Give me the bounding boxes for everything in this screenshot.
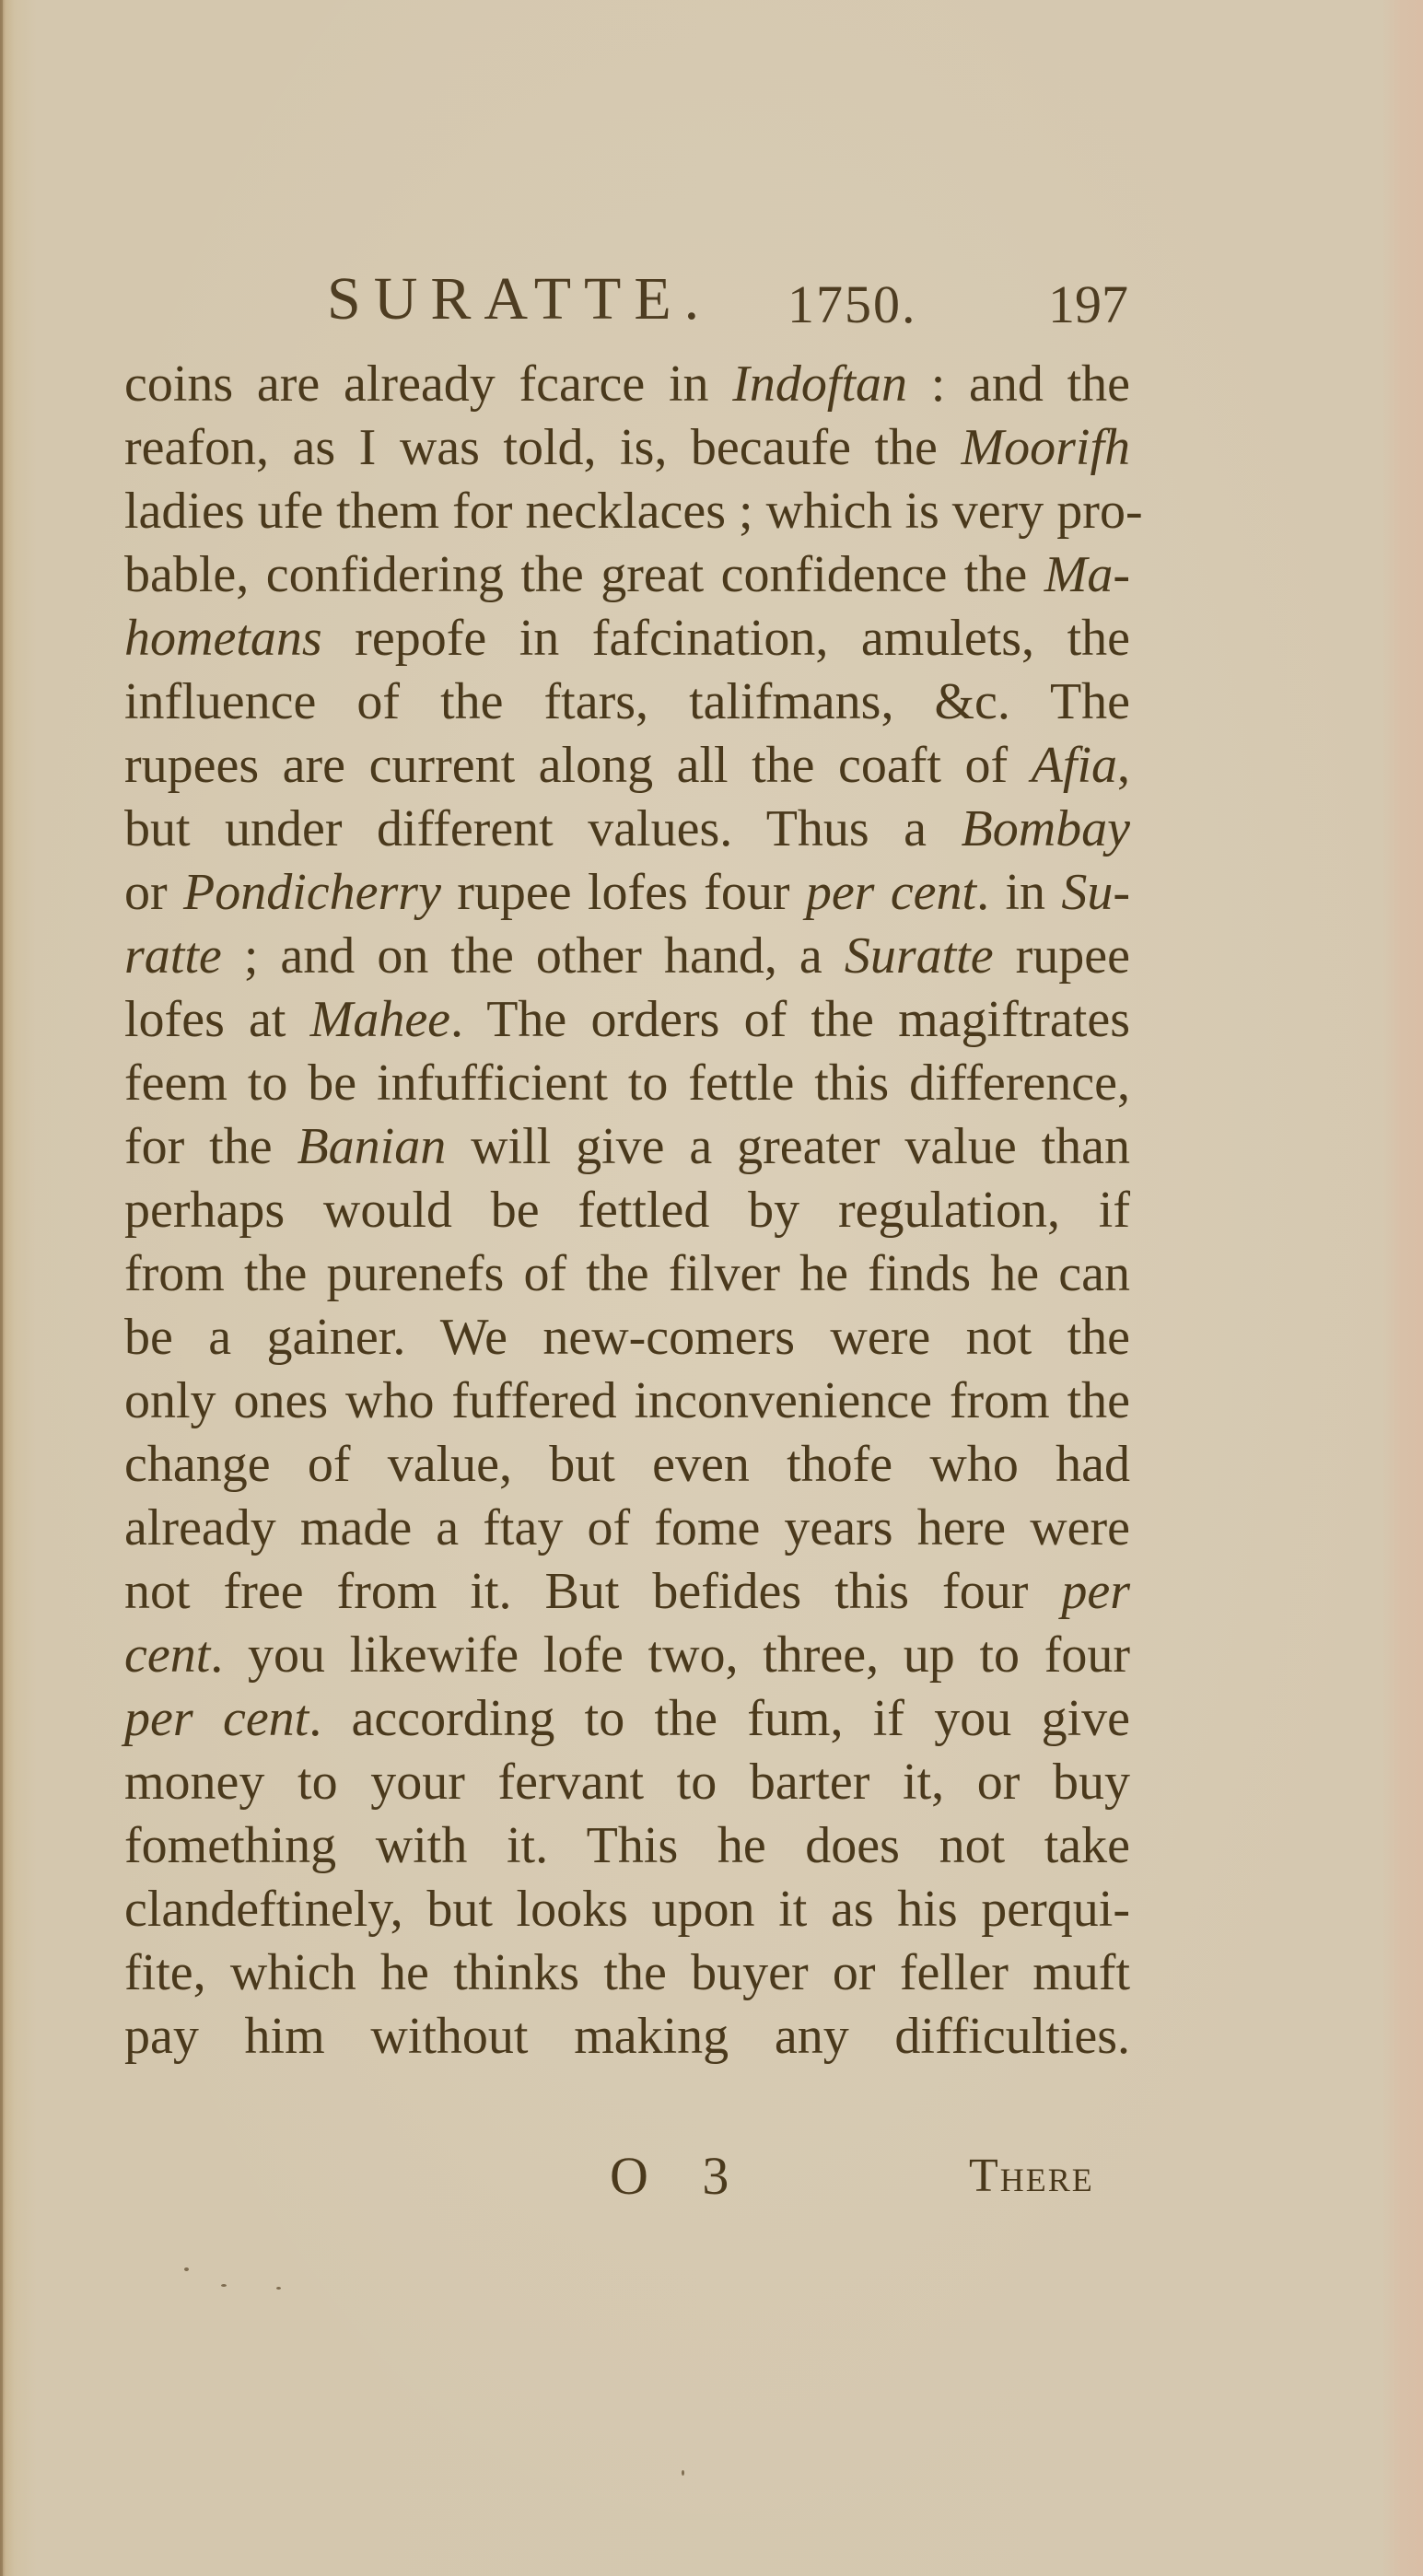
text-line bbox=[124, 607, 1130, 670]
text-line bbox=[124, 1306, 1130, 1370]
ink-speck bbox=[221, 2284, 227, 2287]
italic-text: Su- bbox=[1061, 864, 1130, 921]
text-line bbox=[124, 1941, 1130, 2005]
text-run: ladies ufe them for necklaces ; which is very pro- bbox=[124, 483, 1143, 540]
text-line bbox=[124, 670, 1130, 734]
text-run: . you likewife lofe two, three, up to four bbox=[210, 1626, 1130, 1684]
text-line bbox=[124, 1497, 1130, 1560]
ink-speck bbox=[682, 2470, 684, 2476]
text-line bbox=[124, 1751, 1130, 1814]
text-run: lofes at bbox=[124, 991, 310, 1048]
italic-text: Ma- bbox=[1044, 546, 1130, 603]
text-line bbox=[124, 1179, 1130, 1242]
text-run: only ones who fuffered inconvenience from the bbox=[124, 1372, 1130, 1429]
italic-text: hometans bbox=[124, 610, 322, 667]
text-run: rupee bbox=[993, 927, 1130, 985]
text-line bbox=[124, 1052, 1130, 1115]
italic-text: per cent bbox=[124, 1690, 309, 1747]
italic-text: Suratte bbox=[844, 927, 994, 985]
text-run: pay him without making any difficulties. bbox=[124, 2008, 1130, 2065]
italic-text: cent bbox=[124, 1626, 211, 1684]
text-line bbox=[124, 416, 1130, 480]
text-line bbox=[124, 798, 1130, 861]
text-run: but under different values. Thus a bbox=[124, 800, 962, 857]
text-line bbox=[124, 543, 1130, 607]
italic-text: ratte bbox=[124, 927, 222, 985]
text-run: , bbox=[1117, 737, 1130, 794]
italic-text: Indoftan bbox=[732, 356, 907, 413]
text-line bbox=[124, 2005, 1130, 2069]
page-number: 197 bbox=[1048, 274, 1128, 334]
text-line bbox=[124, 1115, 1130, 1179]
text-run: repofe in fafcination, amulets, the bbox=[321, 610, 1130, 667]
text-run: ; and on the other hand, a bbox=[221, 927, 845, 985]
running-head-year: 1750. bbox=[787, 274, 917, 334]
text-line bbox=[124, 734, 1130, 798]
text-run: coins are already fcarce in bbox=[124, 356, 733, 413]
catchword: There bbox=[969, 2150, 1094, 2202]
text-line bbox=[124, 861, 1130, 925]
text-run: will give a greater value than bbox=[446, 1118, 1130, 1175]
text-run: fomething with it. This he does not take bbox=[124, 1817, 1130, 1874]
text-line bbox=[124, 1370, 1130, 1433]
text-run: rupee lofes four bbox=[440, 864, 806, 921]
italic-text: Moorifh bbox=[961, 419, 1130, 476]
ink-speck bbox=[276, 2287, 281, 2290]
text-run: from the purenefs of the filver he finds he can bbox=[124, 1245, 1130, 1302]
text-run: not free from it. But befides this four bbox=[124, 1563, 1062, 1620]
text-run: fite, which he thinks the buyer or feller muft bbox=[124, 1944, 1130, 2001]
italic-text: Banian bbox=[297, 1118, 447, 1175]
italic-text: per bbox=[1061, 1563, 1130, 1620]
body-text bbox=[124, 353, 1143, 2069]
text-run: . according to the fum, if you give bbox=[309, 1690, 1130, 1747]
text-run: rupees are current along all the coaft of bbox=[124, 737, 1032, 794]
text-line bbox=[124, 1878, 1130, 1941]
text-line bbox=[124, 1624, 1130, 1687]
text-line bbox=[124, 480, 1143, 543]
text-line bbox=[124, 1814, 1130, 1878]
running-head-title: SURATTE. bbox=[327, 265, 713, 332]
italic-text: Pondicherry bbox=[183, 864, 441, 921]
text-run: reafon, as I was told, is, becaufe the bbox=[124, 419, 962, 476]
text-line bbox=[124, 988, 1130, 1052]
signature-mark: O 3 bbox=[610, 2146, 750, 2206]
text-line bbox=[124, 1687, 1130, 1751]
text-run: bable, confidering the great confidence the bbox=[124, 546, 1044, 603]
text-run: influence of the ftars, talifmans, &c. The bbox=[124, 673, 1130, 730]
running-head bbox=[327, 262, 1128, 336]
text-run: or bbox=[124, 864, 183, 921]
italic-text: Bombay bbox=[961, 800, 1130, 857]
text-line bbox=[124, 1560, 1130, 1624]
text-line bbox=[124, 1433, 1130, 1497]
text-run: : and the bbox=[907, 356, 1130, 413]
text-run: . The orders of the magiftrates bbox=[450, 991, 1130, 1048]
ink-speck bbox=[184, 2267, 189, 2271]
text-line bbox=[124, 353, 1130, 416]
text-line bbox=[124, 925, 1130, 988]
italic-text: Mahee bbox=[309, 991, 451, 1048]
text-run: already made a ftay of fome years here were bbox=[124, 1499, 1130, 1556]
text-run: clandeftinely, but looks upon it as his perqui- bbox=[124, 1881, 1130, 1938]
text-run: feem to be infufficient to fettle this difference, bbox=[124, 1055, 1130, 1112]
italic-text: Afia bbox=[1031, 737, 1117, 794]
text-run: for the bbox=[124, 1118, 297, 1175]
italic-text: per cent bbox=[805, 864, 977, 921]
text-run: perhaps would be fettled by regulation, if bbox=[124, 1182, 1130, 1239]
page-footer bbox=[0, 2144, 1423, 2209]
text-run: . in bbox=[976, 864, 1062, 921]
text-run: money to your fervant to barter it, or buy bbox=[124, 1754, 1130, 1811]
text-run: be a gainer. We new-comers were not the bbox=[124, 1309, 1130, 1366]
text-run: change of value, but even thofe who had bbox=[124, 1436, 1130, 1493]
text-line bbox=[124, 1242, 1130, 1306]
